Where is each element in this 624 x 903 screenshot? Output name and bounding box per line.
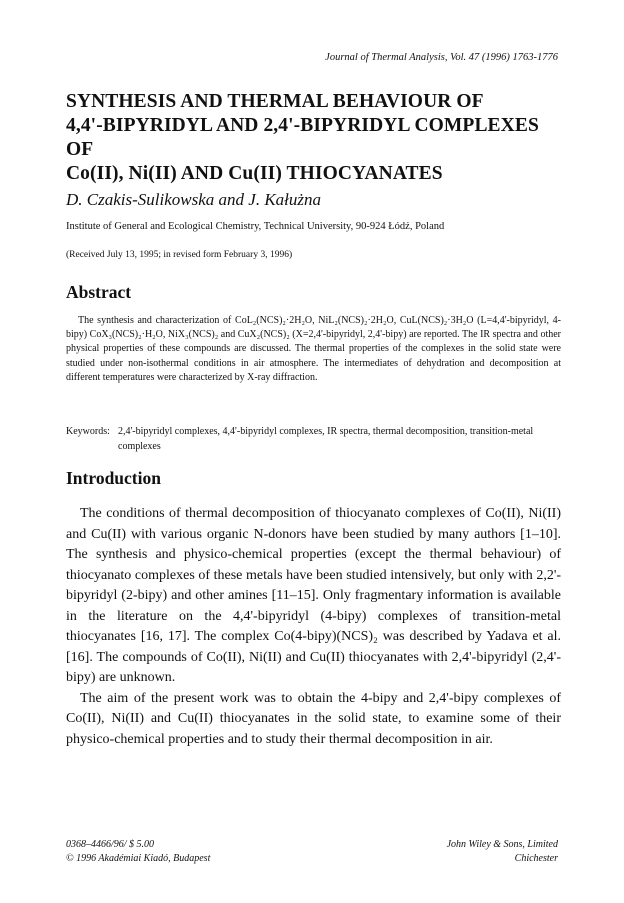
issn-price: 0368–4466/96/ $ 5.00 [66, 839, 155, 850]
title-line-1: SYNTHESIS AND THERMAL BEHAVIOUR OF [66, 91, 484, 112]
received-dates: (Received July 13, 1995; in revised form February 3, 1996) [66, 250, 293, 260]
publisher: John Wiley & Sons, Limited [446, 839, 558, 850]
introduction-body [66, 504, 561, 750]
publisher-city: Chichester [514, 853, 558, 864]
keywords [66, 425, 561, 454]
title-line-2: 4,4'-BIPYRIDYL AND 2,4'-BIPYRIDYL COMPLEXES OF [66, 115, 539, 160]
authors: D. Czakis-Sulikowska and J. Kałużna [66, 190, 321, 209]
affiliation: Institute of General and Ecological Chemistry, Technical University, 90-924 Łódź, Poland [66, 221, 445, 232]
abstract-text: The synthesis and characterization of CoL₂(NCS)₂·2H₂O, NiL₂(NCS)₂·2H₂O, CuL(NCS)₂·3H₂O (L=4,4'-bipyridyl, 4-bipy) CoX₃(NCS)₂·H₂O, NiX₃(NCS)₂ and CuX₂(NCS)₂ (X=2,4'-bipyridyl, 2,4'-bipy) are reported. The IR spectra and other physical properties of these compounds are discussed. The thermal properties of the complexes in the solid state were studied under non-isothermal conditions in air atmosphere. The intermediates of dehydration and decomposition at different temperatures were characterized by X-ray diffraction. [66, 315, 561, 383]
copyright: © 1996 Akadémiai Kiadó, Budapest [66, 853, 211, 864]
paper-title [66, 90, 566, 186]
footer-right [447, 838, 558, 866]
keywords-text: 2,4'-bipyridyl complexes, 4,4'-bipyridyl complexes, IR spectra, thermal decomposition, transition-metal complexes [118, 426, 534, 452]
keywords-label: Keywords: [66, 426, 110, 437]
abstract-heading: Abstract [66, 282, 132, 302]
introduction-paragraph-1: The conditions of thermal decomposition of thiocyanato complexes of Co(II), Ni(II) and Cu(II) with various organic N-donors have been studied by many authors [1–10]. The synthesis and physico-chemical properties (except the thermal behaviour) of thiocyanato complexes of these metals have been studied intensively, but only with 2,2'-bipyridyl (2-bipy) and other amines [11–15]. Only fragmentary information is available in the literature on the 4,4'-bipyridyl (4-bipy) complexes of transition-metal thiocyanates [16, 17]. The complex Co(4-bipy)(NCS)₂ was described by Yadava et al. [16]. The compounds of Co(II), Ni(II) and Cu(II) thiocyanates with 2,4'-bipyridyl (2,4'-bipy) are unknown. [66, 506, 561, 685]
introduction-heading: Introduction [66, 468, 161, 488]
footer-left [66, 838, 210, 866]
introduction-paragraph-2: The aim of the present work was to obtain the 4-bipy and 2,4'-bipy complexes of Co(II), Ni(II) and Cu(II) thiocyanates in the solid state, to examine some of their physico-chemical properties and to study their thermal decomposition in air. [66, 690, 561, 747]
journal-reference: Journal of Thermal Analysis, Vol. 47 (1996) 1763-1776 [325, 52, 558, 63]
title-line-3: Co(II), Ni(II) AND Cu(II) THIOCYANATES [66, 163, 443, 184]
